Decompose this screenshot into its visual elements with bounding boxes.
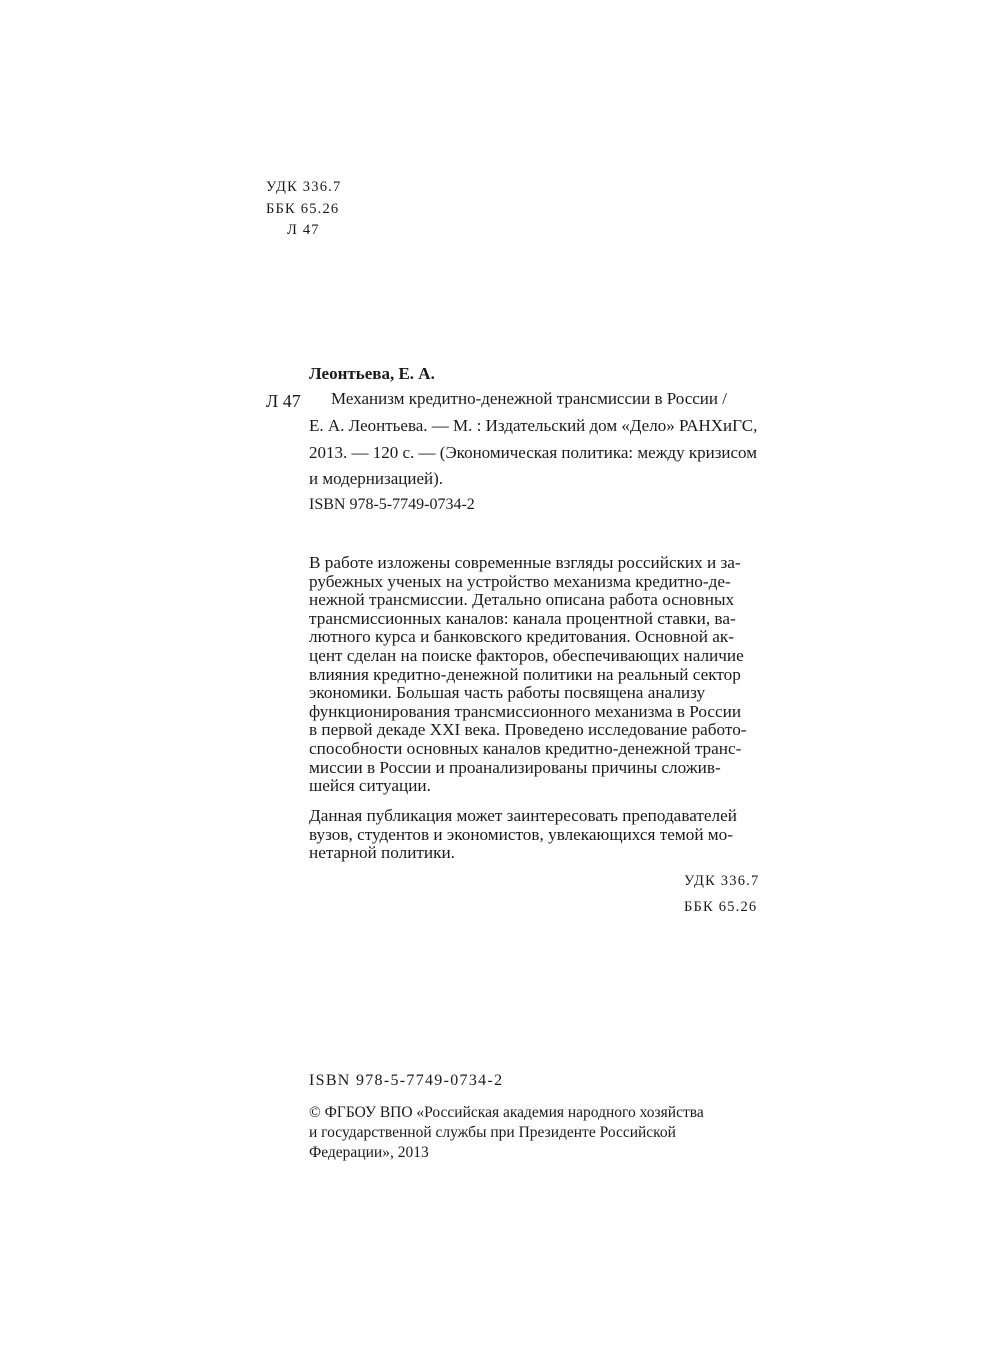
annotation-paragraph-1 bbox=[309, 554, 779, 796]
annotation-line: способности основных каналов кредитно-денежной транс- bbox=[309, 738, 742, 758]
bibliographic-line: Е. А. Леонтьева. — М. : Издательский дом «Дело» РАНХиГС, bbox=[309, 416, 758, 435]
annotation-line: Данная публикация может заинтересовать преподавателей bbox=[309, 806, 737, 825]
annotation-line: трансмиссионных каналов: канала процентной ставки, ва- bbox=[309, 608, 736, 628]
footer-isbn: ISBN 978-5-7749-0734-2 bbox=[309, 1072, 504, 1089]
annotation-line: функционирования трансмиссионного механизма в России bbox=[309, 701, 742, 721]
author-mark-top: Л 47 bbox=[287, 222, 320, 238]
annotation-line: в первой декаде XXI века. Проведено исследование работо- bbox=[309, 720, 747, 740]
copyright-line: Федерации», 2013 bbox=[309, 1144, 429, 1161]
author-name: Леонтьева, Е. А. bbox=[309, 364, 435, 383]
annotation-line: миссии в России и проанализированы причины сложив- bbox=[309, 757, 721, 777]
author-cipher: Л 47 bbox=[266, 391, 301, 411]
bibliographic-isbn: ISBN 978-5-7749-0734-2 bbox=[309, 496, 475, 513]
udk-top: УДК 336.7 bbox=[266, 179, 342, 195]
annotation-line: нетарной политики. bbox=[309, 843, 455, 863]
annotation-line: вузов, студентов и экономистов, увлекающихся темой мо- bbox=[309, 824, 734, 844]
bbk-top: ББК 65.26 bbox=[266, 201, 340, 217]
annotation-line: влияния кредитно-денежной политики на реальный сектор bbox=[309, 664, 741, 684]
bbk-bottom: ББК 65.26 bbox=[684, 899, 758, 915]
bibliographic-line: Механизм кредитно-денежной трансмиссии в России / bbox=[331, 389, 727, 408]
bibliographic-line: и модернизацией). bbox=[309, 469, 444, 488]
annotation-line: шейся ситуации. bbox=[309, 776, 431, 796]
copyright-line: и государственной службы при Президенте Российской bbox=[309, 1124, 676, 1141]
bibliographic-line: 2013. — 120 с. — (Экономическая политика: между кризисом bbox=[309, 443, 757, 462]
annotation-line: лютного курса и банковского кредитования. Основной ак- bbox=[309, 627, 734, 647]
annotation-line: экономики. Большая часть работы посвящена анализу bbox=[309, 683, 706, 703]
udk-bottom: УДК 336.7 bbox=[684, 873, 760, 889]
annotation-paragraph-2 bbox=[309, 807, 779, 863]
annotation-line: цент сделан на поиске факторов, обеспечивающих наличие bbox=[309, 645, 744, 665]
annotation-line: нежной трансмиссии. Детально описана работа основных bbox=[309, 590, 735, 610]
annotation-line: В работе изложены современные взгляды российских и за- bbox=[309, 553, 741, 572]
copyright-line: © ФГБОУ ВПО «Российская академия народного хозяйства bbox=[309, 1104, 704, 1121]
annotation-line: рубежных ученых на устройство механизма кредитно-де- bbox=[309, 571, 731, 591]
